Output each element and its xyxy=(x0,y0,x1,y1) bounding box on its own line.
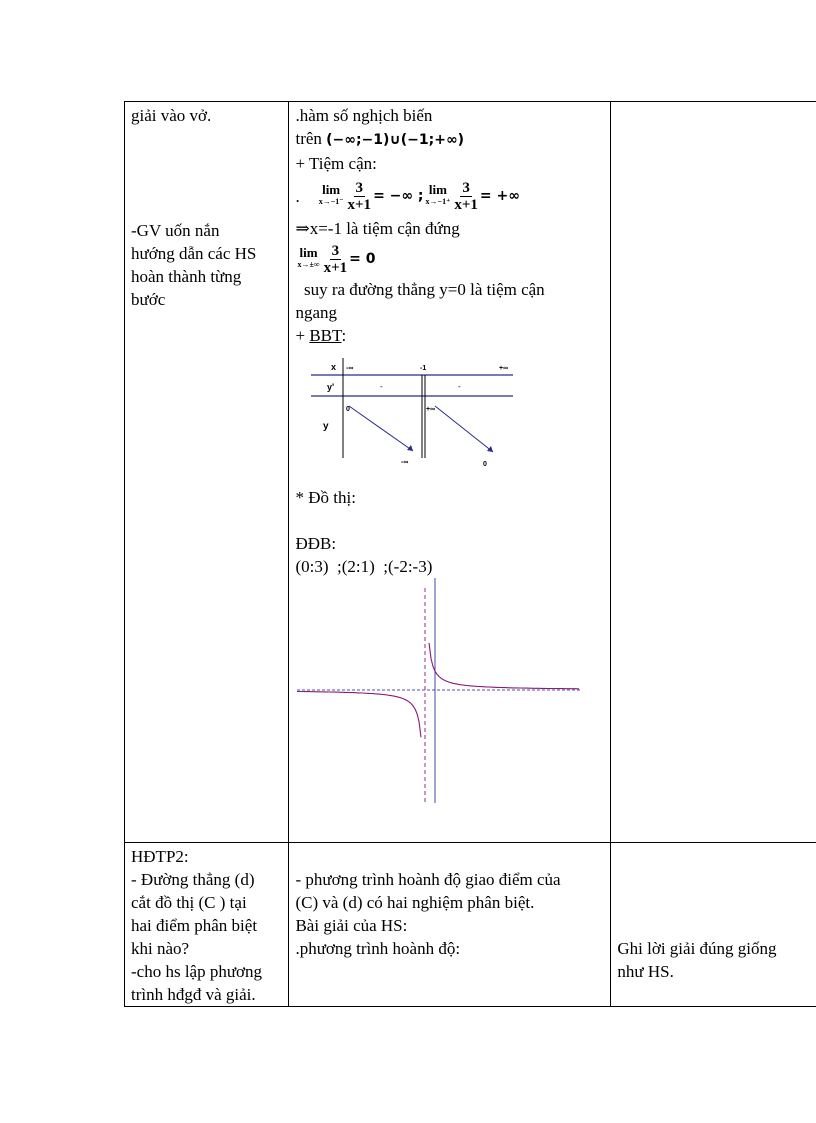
lim-result: = −∞ ; xyxy=(373,187,424,204)
text-line: trình hđgđ và giải. xyxy=(131,985,256,1004)
bbt-minus-one: -1 xyxy=(420,365,427,372)
notes-cell xyxy=(611,843,816,1007)
student-activity-cell xyxy=(289,843,611,1007)
lim-result: = +∞ xyxy=(479,187,520,204)
text-line: hoàn thành từng xyxy=(131,267,242,286)
text-line: Ghi lời giải đúng giống xyxy=(617,939,777,958)
bbt-minus-inf: -∞ xyxy=(401,459,409,466)
text-line: (0:3) ;(2:1) ;(-2:-3) xyxy=(295,557,433,576)
bbt-neg-inf: -∞ xyxy=(346,365,354,372)
bbt-zero: 0 xyxy=(346,406,351,413)
fraction: $\frac{3}{x+1}$ xyxy=(323,242,348,276)
text-line: khi nào? xyxy=(131,939,190,958)
bbt-x: x xyxy=(331,362,337,372)
text-line: ĐĐB: xyxy=(295,534,337,553)
bbt-label: BBT xyxy=(309,326,342,345)
limits-line: . lim x→−1⁻ $\frac{3}{x+1}$ = −∞ ; lim x→−1⁺ $\frac{3}{x+1}$ = +∞ xyxy=(295,179,520,213)
lesson-table xyxy=(124,101,816,1007)
text-line: bước xyxy=(131,290,166,309)
bbt-yprime: y' xyxy=(327,382,335,392)
teacher-activity-cell xyxy=(125,102,289,843)
text-line: .hàm số nghịch biến xyxy=(295,106,433,125)
text-line xyxy=(295,127,604,152)
limit-line xyxy=(295,240,604,278)
text-line: hướng dẫn các HS xyxy=(131,244,257,263)
bbt-zero: 0 xyxy=(483,461,488,468)
bbt-sign: - xyxy=(458,382,462,391)
lim-result: = 0 xyxy=(349,250,376,267)
text-line: + Tiệm cận: xyxy=(295,154,377,173)
text-line: -cho hs lập phương xyxy=(131,962,263,981)
text-line: cắt đồ thị (C ) tại xyxy=(131,893,247,912)
text-line: - Đường thẳng (d) xyxy=(131,870,255,889)
lim-symbol: lim x→±∞ xyxy=(297,245,320,269)
text-line: * Đồ thị: xyxy=(295,488,356,507)
variation-table xyxy=(303,353,533,478)
interval-math: (−∞;−1)∪(−1;+∞) xyxy=(326,132,465,148)
notes-cell xyxy=(611,102,816,843)
lim-symbol: lim x→−1⁻ xyxy=(318,182,344,206)
text-line: + BBT: xyxy=(295,326,347,345)
text-line: -GV uốn nắn xyxy=(131,221,220,240)
lim-symbol: lim x→−1⁺ xyxy=(425,182,451,206)
table-row xyxy=(125,102,816,843)
text-line: Bài giải của HS: xyxy=(295,916,408,935)
fraction: $\frac{3}{x+1}$ xyxy=(347,179,372,213)
text-line: - phương trình hoành độ giao điểm của xyxy=(295,870,561,889)
text-line: ngang xyxy=(295,303,338,322)
bbt-y: y xyxy=(323,421,330,432)
text-line: HĐTP2: xyxy=(131,847,189,866)
teacher-activity-cell xyxy=(125,843,289,1007)
text-line: hai điểm phân biệt xyxy=(131,916,258,935)
bbt-sign: - xyxy=(380,382,384,391)
function-graph xyxy=(297,578,587,806)
text-line: ⇒x=-1 là tiệm cận đứng xyxy=(295,219,460,238)
fraction: $\frac{3}{x+1}$ xyxy=(454,179,478,213)
curve-right-branch xyxy=(429,643,579,689)
text-line: như HS. xyxy=(617,962,674,981)
bbt-plus-inf: +∞ xyxy=(426,406,436,413)
bbt-pos-inf: +∞ xyxy=(499,365,509,372)
text-line: giải vào vở. xyxy=(131,106,212,125)
table-row xyxy=(125,843,816,1007)
text-line: (C) và (d) có hai nghiệm phân biệt. xyxy=(295,893,535,912)
text-line: .phương trình hoành độ: xyxy=(295,939,461,958)
text-fragment: trên xyxy=(295,129,327,148)
curve-left-branch xyxy=(297,692,421,738)
text-line: suy ra đường thẳng y=0 là tiệm cận xyxy=(295,280,545,299)
student-activity-cell xyxy=(289,102,611,843)
